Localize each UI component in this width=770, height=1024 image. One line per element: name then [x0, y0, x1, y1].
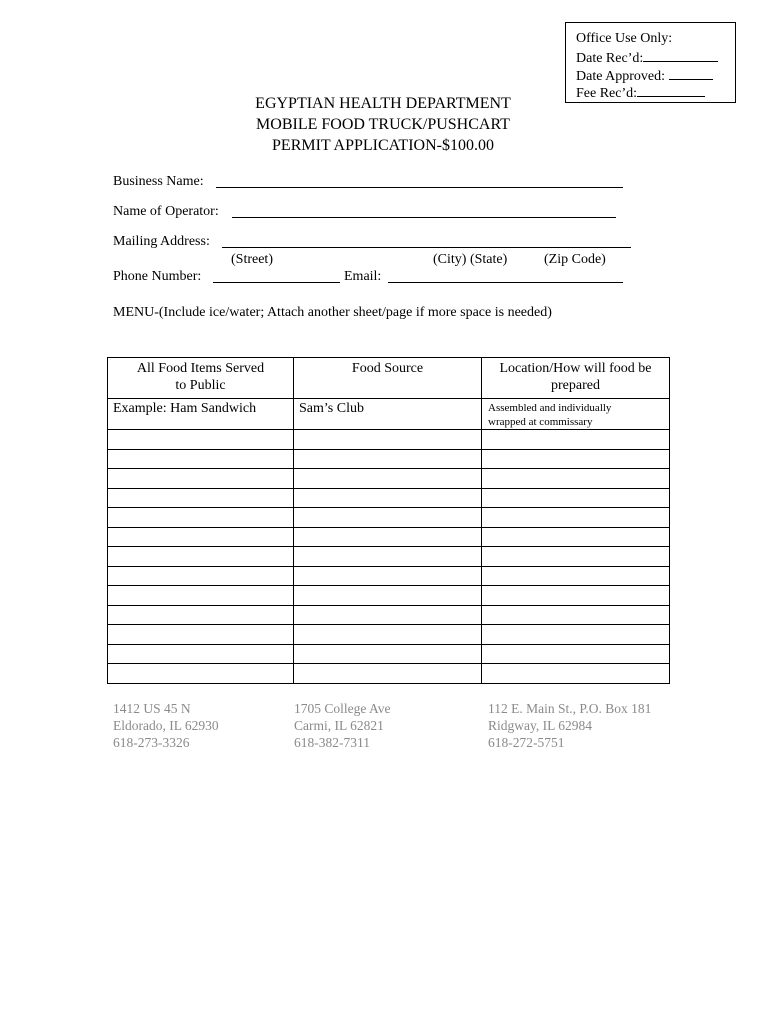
table-row: [108, 508, 670, 528]
title-line-1: EGYPTIAN HEALTH DEPARTMENT: [255, 95, 511, 112]
phone-number-field[interactable]: [213, 282, 340, 283]
header-location-preparation: Location/How will food be prepared: [482, 358, 670, 399]
food-item-cell[interactable]: [108, 664, 294, 684]
table-row: [108, 644, 670, 664]
food-item-cell[interactable]: [108, 644, 294, 664]
food-source-cell[interactable]: [294, 566, 482, 586]
food-source-cell[interactable]: [294, 449, 482, 469]
office-use-box: [565, 22, 736, 103]
business-name-field[interactable]: [216, 187, 623, 188]
food-source-cell[interactable]: [294, 488, 482, 508]
office-address-eldorado: 1412 US 45 N Eldorado, IL 62930 618-273-3326: [113, 701, 219, 750]
example-source-cell: Sam’s Club: [294, 399, 482, 430]
food-item-cell[interactable]: [108, 449, 294, 469]
table-row: [108, 625, 670, 645]
location-cell[interactable]: [482, 449, 670, 469]
location-cell[interactable]: [482, 469, 670, 489]
example-item-cell: Example: Ham Sandwich: [108, 399, 294, 430]
email-label: Email:: [344, 269, 382, 284]
food-source-cell[interactable]: [294, 605, 482, 625]
table-row: [108, 399, 670, 430]
business-name-label: Business Name:: [113, 174, 204, 189]
menu-table: [107, 357, 670, 684]
office-date-approved: Date Approved:: [576, 67, 713, 84]
table-row: [108, 566, 670, 586]
food-source-cell[interactable]: [294, 527, 482, 547]
table-row: [108, 469, 670, 489]
location-cell[interactable]: [482, 664, 670, 684]
location-cell[interactable]: [482, 527, 670, 547]
header-food-items: All Food Items Served to Public: [108, 358, 294, 399]
food-source-cell[interactable]: [294, 586, 482, 606]
food-item-cell[interactable]: [108, 430, 294, 450]
city-state-hint: (City) (State): [433, 252, 508, 267]
office-address-carmi: 1705 College Ave Carmi, IL 62821 618-382-7311: [294, 701, 391, 750]
food-item-cell[interactable]: [108, 508, 294, 528]
food-item-cell[interactable]: [108, 469, 294, 489]
location-cell[interactable]: [482, 605, 670, 625]
table-row: [108, 488, 670, 508]
food-source-cell[interactable]: [294, 508, 482, 528]
office-address-ridgway: 112 E. Main St., P.O. Box 181 Ridgway, IL 62984 618-272-5751: [488, 701, 652, 750]
table-row: [108, 664, 670, 684]
operator-name-label: Name of Operator:: [113, 204, 219, 219]
food-source-cell[interactable]: [294, 664, 482, 684]
table-row: [108, 430, 670, 450]
date-approved-line[interactable]: [669, 67, 713, 80]
table-row: [108, 527, 670, 547]
email-field[interactable]: [388, 282, 623, 283]
example-location-cell: Assembled and individually wrapped at commissary: [482, 399, 670, 430]
location-cell[interactable]: [482, 547, 670, 567]
date-received-line[interactable]: [643, 49, 718, 62]
location-cell[interactable]: [482, 508, 670, 528]
food-source-cell[interactable]: [294, 625, 482, 645]
location-cell[interactable]: [482, 644, 670, 664]
title-line-3: PERMIT APPLICATION-$100.00: [272, 137, 494, 154]
food-item-cell[interactable]: [108, 586, 294, 606]
food-item-cell[interactable]: [108, 566, 294, 586]
location-cell[interactable]: [482, 430, 670, 450]
mailing-address-label: Mailing Address:: [113, 234, 210, 249]
food-item-cell[interactable]: [108, 547, 294, 567]
location-cell[interactable]: [482, 488, 670, 508]
location-cell[interactable]: [482, 566, 670, 586]
office-use-heading: Office Use Only:: [576, 31, 673, 46]
food-item-cell[interactable]: [108, 488, 294, 508]
food-source-cell[interactable]: [294, 644, 482, 664]
location-cell[interactable]: [482, 586, 670, 606]
table-row: [108, 586, 670, 606]
fee-received-line[interactable]: [637, 84, 705, 97]
food-source-cell[interactable]: [294, 430, 482, 450]
table-row: [108, 449, 670, 469]
office-date-received: Date Rec’d:: [576, 49, 718, 66]
food-item-cell[interactable]: [108, 527, 294, 547]
street-hint: (Street): [231, 252, 273, 267]
food-source-cell[interactable]: [294, 547, 482, 567]
mailing-address-field[interactable]: [222, 247, 631, 248]
phone-number-label: Phone Number:: [113, 269, 202, 284]
table-row: [108, 547, 670, 567]
zip-code-hint: (Zip Code): [544, 252, 606, 267]
table-header-row: [108, 358, 670, 399]
menu-instructions: MENU-(Include ice/water; Attach another sheet/page if more space is needed): [113, 305, 552, 320]
header-food-source: Food Source: [294, 358, 482, 399]
food-item-cell[interactable]: [108, 625, 294, 645]
food-source-cell[interactable]: [294, 469, 482, 489]
food-item-cell[interactable]: [108, 605, 294, 625]
table-row: [108, 605, 670, 625]
title-line-2: MOBILE FOOD TRUCK/PUSHCART: [256, 116, 510, 133]
operator-name-field[interactable]: [232, 217, 616, 218]
office-fee-received: Fee Rec’d:: [576, 84, 705, 101]
location-cell[interactable]: [482, 625, 670, 645]
